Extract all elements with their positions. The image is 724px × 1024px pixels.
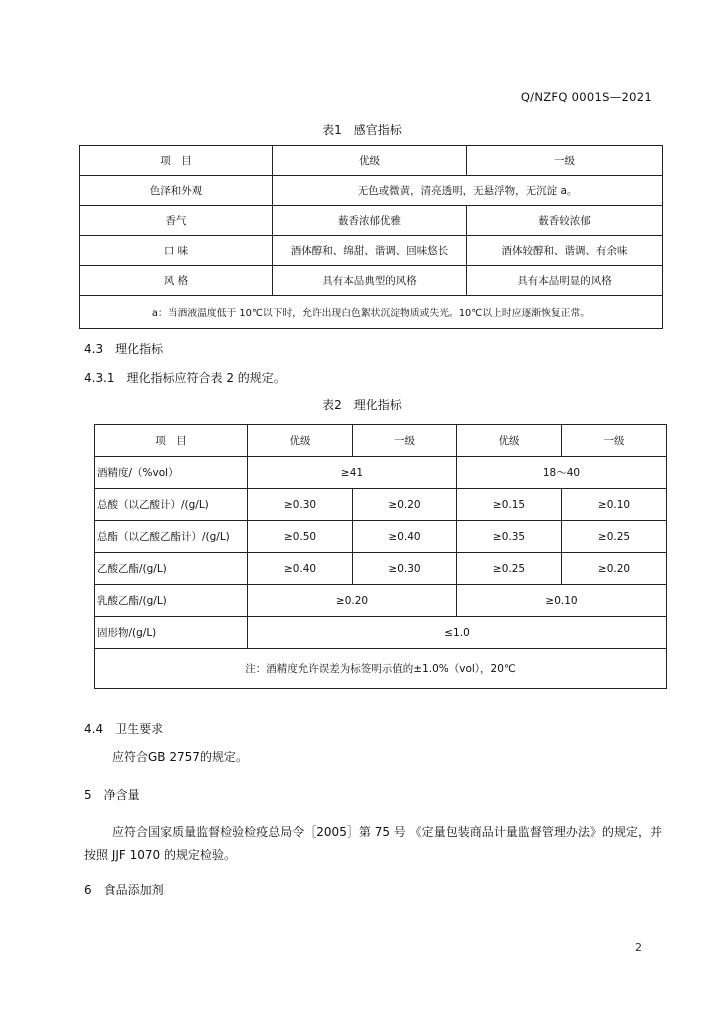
header-cell: 优级 xyxy=(273,146,467,176)
table-row xyxy=(80,236,663,266)
table-row xyxy=(95,617,667,649)
row-label: 总酸（以乙酸计）/(g/L) xyxy=(95,489,248,521)
table-row xyxy=(95,521,667,553)
superior-cell: 具有本品典型的风格 xyxy=(273,266,467,296)
table-header-row xyxy=(80,146,663,176)
section-4-4-heading: 4.4 卫生要求 xyxy=(84,722,164,736)
row-label: 色泽和外观 xyxy=(80,176,273,206)
table-row xyxy=(95,489,667,521)
section-4-3-heading: 4.3 理化指标 xyxy=(84,342,164,356)
value-cell: ≥0.30 xyxy=(353,553,457,585)
row-label: 酒精度/（%vol） xyxy=(95,457,248,489)
header-cell: 一级 xyxy=(353,425,457,457)
table2-caption: 表2 理化指标 xyxy=(322,398,402,412)
value-cell: ≥0.20 xyxy=(562,553,667,585)
value-cell: ≥0.40 xyxy=(353,521,457,553)
header-cell: 一级 xyxy=(562,425,667,457)
table-note: a：当酒液温度低于 10℃以下时，允许出现白色絮状沉淀物质或失光。10℃以上时应逐渐恢复正常。 xyxy=(80,296,663,329)
value-cell: ≥0.15 xyxy=(457,489,562,521)
first-grade-cell: 酒体较醇和、谐调、有余味 xyxy=(467,236,663,266)
merged-cell: 18～40 xyxy=(457,457,667,489)
row-label: 乳酸乙酯/(g/L) xyxy=(95,585,248,617)
value-cell: ≥0.25 xyxy=(457,553,562,585)
page-number: 2 xyxy=(635,941,642,954)
table-header-row xyxy=(95,425,667,457)
superior-cell: 酒体醇和、绵甜、谐调、回味悠长 xyxy=(273,236,467,266)
table-note: 注：酒精度允许误差为标签明示值的±1.0%（vol），20℃ xyxy=(95,649,667,689)
value-cell: ≥0.40 xyxy=(248,553,353,585)
section-4-4-body: 应符合GB 2757的规定。 xyxy=(112,750,248,764)
merged-cell: ≥0.20 xyxy=(248,585,457,617)
header-cell: 一级 xyxy=(467,146,663,176)
merged-cell: ≥0.10 xyxy=(457,585,667,617)
table1-caption: 表1 感官指标 xyxy=(322,123,402,137)
value-cell: ≥0.20 xyxy=(353,489,457,521)
table-note-row xyxy=(95,649,667,689)
table-row xyxy=(95,457,667,489)
table-row xyxy=(80,206,663,236)
value-cell: ≥0.50 xyxy=(248,521,353,553)
merged-cell xyxy=(273,176,663,206)
first-grade-cell: 薮香较浓郁 xyxy=(467,206,663,236)
document-code: Q/NZFQ 0001S—2021 xyxy=(520,90,652,104)
table-row xyxy=(95,553,667,585)
merged-cell: ≥41 xyxy=(248,457,457,489)
appearance-value: 无色或微黄，清亮透明，无悬浮物，无沉淀 a。 xyxy=(357,185,578,197)
header-cell: 优级 xyxy=(457,425,562,457)
row-label: 风 格 xyxy=(80,266,273,296)
header-cell: 项 目 xyxy=(80,146,273,176)
first-grade-cell: 具有本品明显的风格 xyxy=(467,266,663,296)
physicochemical-index-table xyxy=(94,424,667,689)
value-cell: ≥0.30 xyxy=(248,489,353,521)
section-5-body: 应符合国家质量监督检验检疫总局令［2005］第 75 号 《定量包装商品计量监督管理办法》的规定，并按照 JJF 1070 的规定检验。 xyxy=(84,825,662,862)
merged-cell: ≤1.0 xyxy=(248,617,667,649)
value-cell: ≥0.35 xyxy=(457,521,562,553)
section-6-heading: 6 食品添加剂 xyxy=(84,883,164,897)
row-label: 乙酸乙酯/(g/L) xyxy=(95,553,248,585)
superior-cell: 薮香浓郁优雅 xyxy=(273,206,467,236)
value-cell: ≥0.10 xyxy=(562,489,667,521)
table-note-row xyxy=(80,296,663,329)
header-cell: 项 目 xyxy=(95,425,248,457)
row-label: 口 味 xyxy=(80,236,273,266)
row-label: 固形物/(g/L) xyxy=(95,617,248,649)
section-4-3-1-text: 4.3.1 理化指标应符合表 2 的规定。 xyxy=(84,371,286,385)
header-cell: 优级 xyxy=(248,425,353,457)
table-row xyxy=(80,176,663,206)
table-row xyxy=(80,266,663,296)
section-5-heading: 5 净含量 xyxy=(84,788,140,802)
table-row xyxy=(95,585,667,617)
row-label: 总酯（以乙酸乙酯计）/(g/L) xyxy=(95,521,248,553)
sensory-index-table xyxy=(79,145,663,329)
value-cell: ≥0.25 xyxy=(562,521,667,553)
row-label: 香气 xyxy=(80,206,273,236)
